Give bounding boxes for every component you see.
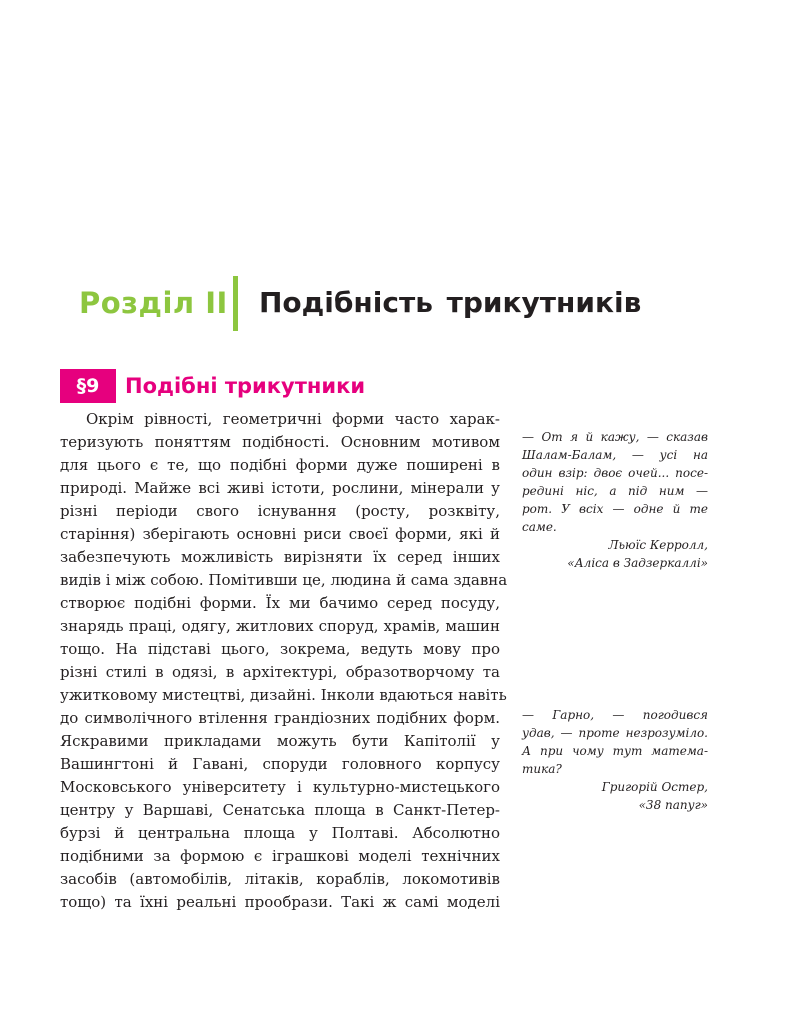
body-line: тощо) та їхні реальні прообрази. Такі ж самі моделі [60,893,500,911]
body-line: ужитковому мистецтві, дизайні. Інколи вдаються навіть [60,686,507,704]
chapter-divider [233,276,238,331]
quote-line: А при чому тут матема- [522,744,708,758]
quote-author: Льюїс Керролл, [608,538,708,552]
body-line: Московського університету і культурно-мистецького [60,778,500,796]
body-line: видів і між собою. Помітивши це, людина й сама здавна [60,571,508,589]
epigraph-carroll [522,428,708,572]
quote-source: «Аліса в Задзеркаллі» [567,556,708,570]
body-line: засобів (автомобілів, літаків, кораблів, локомотивів [60,870,500,888]
quote-line: Шалам-Балам, — усі на [522,448,708,462]
body-line: різні періоди свого існування (росту, розквіту, [60,502,500,520]
quote-author: Григорій Остер, [601,780,708,794]
body-line: старіння) зберігають основні риси своєї форми, які й [60,525,500,543]
chapter-title: Подібність трикутників [259,286,642,319]
body-line: різні стилі в одязі, в архітектурі, образотворчому та [60,663,500,681]
body-line: центру у Варшаві, Сенатська площа в Санкт-Петер- [60,801,500,819]
body-paragraph [60,408,508,914]
quote-line: рот. У всіх — одне й те [522,502,708,516]
quote-line: — От я й кажу, — сказав [522,430,708,444]
body-line: забезпечують можливість вирізняти їх серед інших [60,548,500,566]
section-number-badge: §9 [60,369,116,403]
body-line: теризують поняттям подібності. Основним мотивом [60,433,500,451]
body-line: Яскравими прикладами можуть бути Капітолії у [60,732,500,750]
body-line: Окрім рівності, геометричні форми часто харак- [86,410,500,428]
quote-source: «38 папуг» [638,798,708,812]
epigraph-oster [522,706,708,814]
quote-line: тика? [522,762,562,776]
section-title: Подібні трикутники [125,374,366,398]
body-line: тощо. На підставі цього, зокрема, ведуть мову про [60,640,500,658]
body-line: створює подібні форми. Їх ми бачимо серед посуду, [60,594,500,612]
body-line: подібними за формою є іграшкові моделі технічних [60,847,500,865]
body-line: бурзі й центральна площа у Полтаві. Абсолютно [60,824,500,842]
quote-line: редині ніс, а під ним — [522,484,708,498]
body-line: для цього є те, що подібні форми дуже поширені в [60,456,500,474]
quote-line: — Гарно, — погодився [522,708,708,722]
quote-line: один взір: двоє очей... посе- [522,466,708,480]
body-line: знарядь праці, одягу, житлових споруд, храмів, машин [60,617,500,635]
body-line: природі. Майже всі живі істоти, рослини, мінерали у [60,479,500,497]
quote-line: саме. [522,520,557,534]
quote-line: удав, — проте незрозуміло. [522,726,708,740]
body-line: до символічного втілення грандіозних подібних форм. [60,709,500,727]
body-line: Вашингтоні й Гавані, споруди головного корпусу [60,755,500,773]
chapter-label: Розділ II [79,286,228,320]
